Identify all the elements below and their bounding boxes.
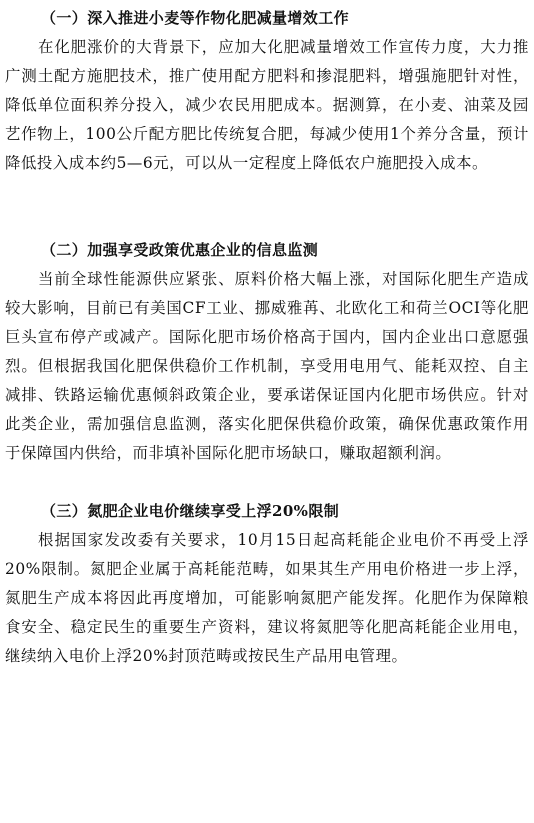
- section-1-paragraph: 在化肥涨价的大背景下，应加大化肥减量增效工作宣传力度，大力推广测土配方施肥技术，推广使用配方肥料和掺混肥料，增强施肥针对性，降低单位面积养分投入，减少农民用肥成本。据测算，在小麦、油菜及园艺作物上，100公斤配方肥比传统复合肥，每减少使用1个养分含量，预计降低投入成本约5—6元，可以从一定程度上降低农户施肥投入成本。: [5, 38, 529, 172]
- section-1: [5, 4, 529, 236]
- section-1-heading: （一）深入推进小麦等作物化肥减量增效工作: [41, 9, 350, 27]
- section-3: [5, 497, 529, 729]
- section-3-paragraph: 根据国家发改委有关要求，10月15日起高耗能企业电价不再受上浮20%限制。氮肥企业属于高耗能范畴，如果其生产用电价格进一步上浮，氮肥生产成本将因此再度增加，可能影响氮肥产能发挥。化肥作为保障粮食安全、稳定民生的重要生产资料，建议将氮肥等化肥高耗能企业用电，继续纳入电价上浮20%封顶范畴或按民生产品用电管理。: [5, 531, 529, 665]
- section-2: [5, 236, 529, 497]
- section-3-heading: （三）氮肥企业电价继续享受上浮20%限制: [41, 502, 340, 520]
- section-2-paragraph: 当前全球性能源供应紧张、原料价格大幅上涨，对国际化肥生产造成较大影响，目前已有美国CF工业、挪威雅苒、北欧化工和荷兰OCI等化肥巨头宣布停产或减产。国际化肥市场价格高于国内，国内企业出口意愿强烈。但根据我国化肥保供稳价工作机制，享受用电用气、能耗双控、自主减排、铁路运输优惠倾斜政策企业，要承诺保证国内化肥市场供应。针对此类企业，需加强信息监测，落实化肥保供稳价政策，确保优惠政策作用于保障国内供给，而非填补国际化肥市场缺口，赚取超额利润。: [5, 270, 529, 462]
- section-2-heading: （二）加强享受政策优惠企业的信息监测: [41, 241, 319, 259]
